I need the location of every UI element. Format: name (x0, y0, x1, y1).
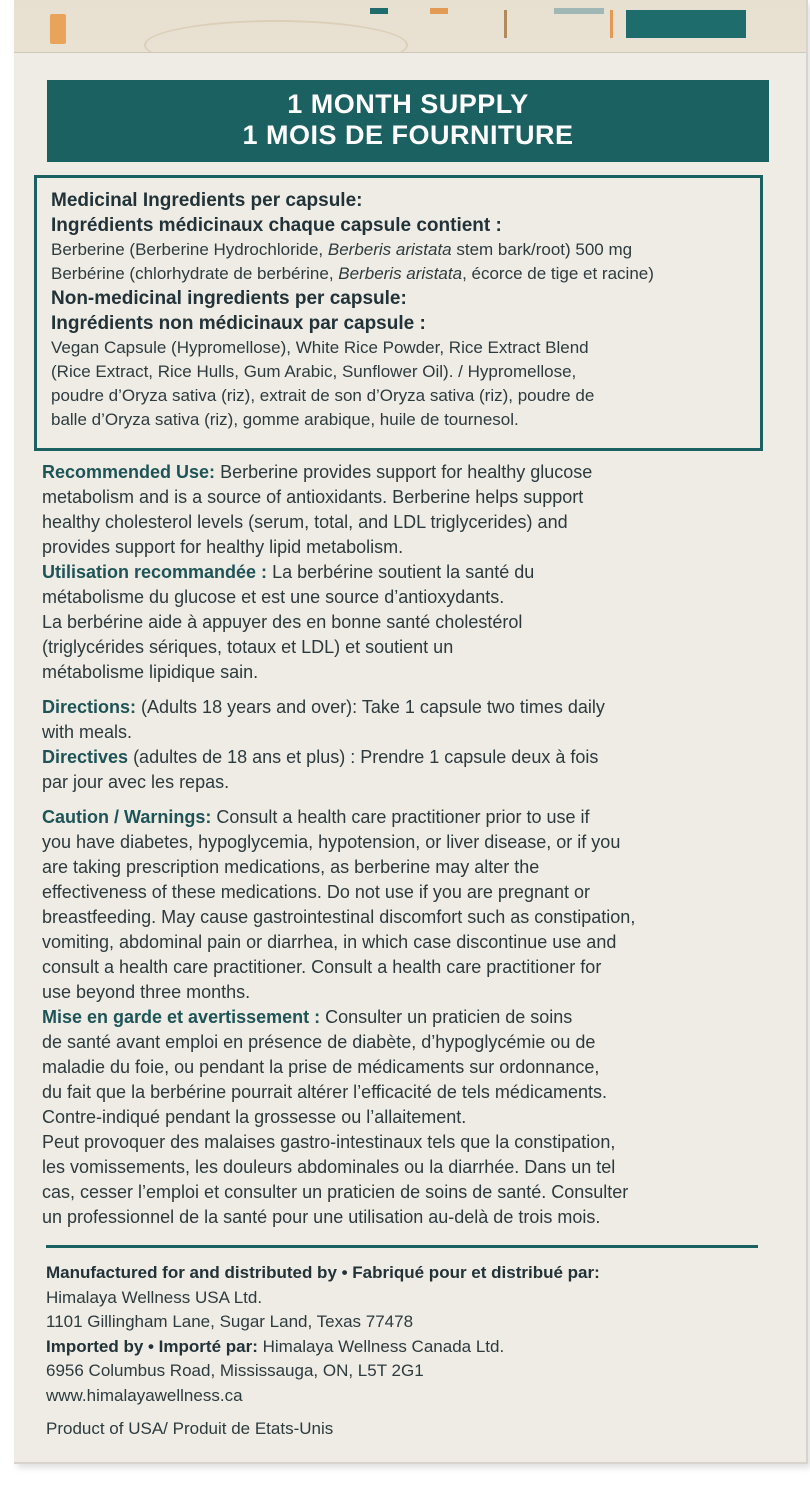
nonmedicinal-line: balle d’Oryza sativa (riz), gomme arabique, huile de tournesol. (51, 410, 519, 429)
text-line: métabolisme lipidique sain. (42, 662, 259, 682)
text-line: La berbérine aide à appuyer des en bonne santé cholestérol (42, 612, 523, 632)
medicinal-ingredient-fr: Berbérine (chlorhydrate de berbérine, Berberis aristata, écorce de tige et racine) (51, 264, 654, 283)
text-line: effectiveness of these medications. Do not use if you are pregnant or (42, 882, 590, 902)
flap-seal-graphic (144, 20, 408, 53)
text-line: un professionnel de la santé pour une utilisation au-delà de trois mois. (42, 1207, 601, 1227)
text-line: de santé avant emploi en présence de diabète, d’hypoglycémie ou de (42, 1032, 596, 1052)
product-origin: Product of USA/ Produit de Etats-Unis (46, 1419, 334, 1438)
text-line: Peut provoquer des malaises gastro-intestinaux tels que la constipation, (42, 1132, 616, 1152)
text-line: Contre-indiqué pendant la grossesse ou l’allaitement. (42, 1107, 467, 1127)
text-line: healthy cholesterol levels (serum, total, and LDL triglycerides) and (42, 512, 568, 532)
manufacturer-name: Himalaya Wellness USA Ltd. (46, 1287, 263, 1307)
medicinal-heading-en: Medicinal Ingredients per capsule: (51, 190, 363, 211)
flap-orange-mark (50, 14, 66, 44)
supply-title-fr: 1 MOIS DE FOURNITURE (242, 120, 574, 150)
nonmedicinal-heading-fr: Ingrédients non médicinaux par capsule : (51, 313, 426, 334)
nonmedicinal-line: poudre d’Oryza sativa (riz), extrait de son d’Oryza sativa (riz), poudre de (51, 386, 595, 405)
flap-graphic-bar (370, 8, 388, 14)
text-line: vomiting, abdominal pain or diarrhea, in which case discontinue use and (42, 932, 617, 952)
text-line: breastfeeding. May cause gastrointestinal discomfort such as constipation, (42, 907, 636, 927)
text-line: consult a health care practitioner. Consult a health care practitioner for (42, 957, 602, 977)
directions-fr: Directives (adultes de 18 ans et plus) : Prendre 1 capsule deux à fois (42, 747, 599, 767)
text-line: use beyond three months. (42, 982, 251, 1002)
text-line: maladie du foie, ou pendant la prise de médicaments sur ordonnance, (42, 1057, 600, 1077)
text-line: with meals. (42, 722, 133, 742)
manufacturer-info (46, 1261, 766, 1442)
text-line: cas, cesser l’emploi et consulter un praticien de soins de santé. Consulter (42, 1182, 629, 1202)
nonmedicinal-heading-en: Non-medicinal ingredients per capsule: (51, 288, 407, 309)
importer-address: 6956 Columbus Road, Mississauga, ON, L5T 2G1 (46, 1361, 424, 1380)
flap-graphic-bar (554, 8, 604, 14)
text-line: les vomissements, les douleurs abdominales ou la diarrhée. Dans un tel (42, 1157, 616, 1177)
section-divider (46, 1245, 758, 1248)
recommended-use-en: Recommended Use: Berberine provides support for healthy glucose (42, 462, 593, 482)
label-body-text (42, 460, 777, 1230)
importer-line: Imported by • Importé par: Himalaya Wellness Canada Ltd. (46, 1336, 505, 1356)
manufacturer-address: 1101 Gillingham Lane, Sugar Land, Texas 77478 (46, 1312, 414, 1331)
flap-graphic-stripe (504, 10, 507, 38)
warnings-en: Caution / Warnings: Consult a health care practitioner prior to use if (42, 807, 590, 827)
text-line: you have diabetes, hypoglycemia, hypotension, or liver disease, or if you (42, 832, 621, 852)
text-line: (triglycérides sériques, totaux et LDL) et soutient un (42, 637, 454, 657)
flap-graphic-bar (430, 8, 448, 14)
text-line: métabolisme du glucose et est une source d’antioxydants. (42, 587, 505, 607)
medicinal-ingredient-en: Berberine (Berberine Hydrochloride, Berberis aristata stem bark/root) 500 mg (51, 240, 633, 259)
text-line: par jour avec les repas. (42, 772, 230, 792)
flap-logo-block (626, 10, 746, 38)
supply-title-en: 1 MONTH SUPPLY (287, 89, 529, 119)
text-line: du fait que la berbérine pourrait altérer l’efficacité de tels médicaments. (42, 1082, 607, 1102)
directions-en: Directions: (Adults 18 years and over): Take 1 capsule two times daily (42, 697, 605, 717)
text-line: are taking prescription medications, as berberine may alter the (42, 857, 540, 877)
warnings-fr: Mise en garde et avertissement : Consulter un praticien de soins (42, 1007, 573, 1027)
recommended-use-fr: Utilisation recommandée : La berbérine soutient la santé du (42, 562, 535, 582)
manufactured-label: Manufactured for and distributed by • Fabriqué pour et distribué par: (46, 1263, 600, 1282)
flap-graphic-stripe (610, 10, 613, 38)
text-line: metabolism and is a source of antioxidants. Berberine helps support (42, 487, 584, 507)
nonmedicinal-line: Vegan Capsule (Hypromellose), White Rice Powder, Rice Extract Blend (51, 338, 589, 357)
text-line: provides support for healthy lipid metabolism. (42, 537, 404, 557)
box-top-flap (14, 0, 806, 53)
medicinal-heading-fr: Ingrédients médicinaux chaque capsule contient : (51, 215, 502, 236)
nonmedicinal-line: (Rice Extract, Rice Hulls, Gum Arabic, Sunflower Oil). / Hypromellose, (51, 362, 577, 381)
ingredients-box (34, 175, 763, 451)
website: www.himalayawellness.ca (46, 1385, 243, 1405)
supply-banner (47, 80, 769, 162)
